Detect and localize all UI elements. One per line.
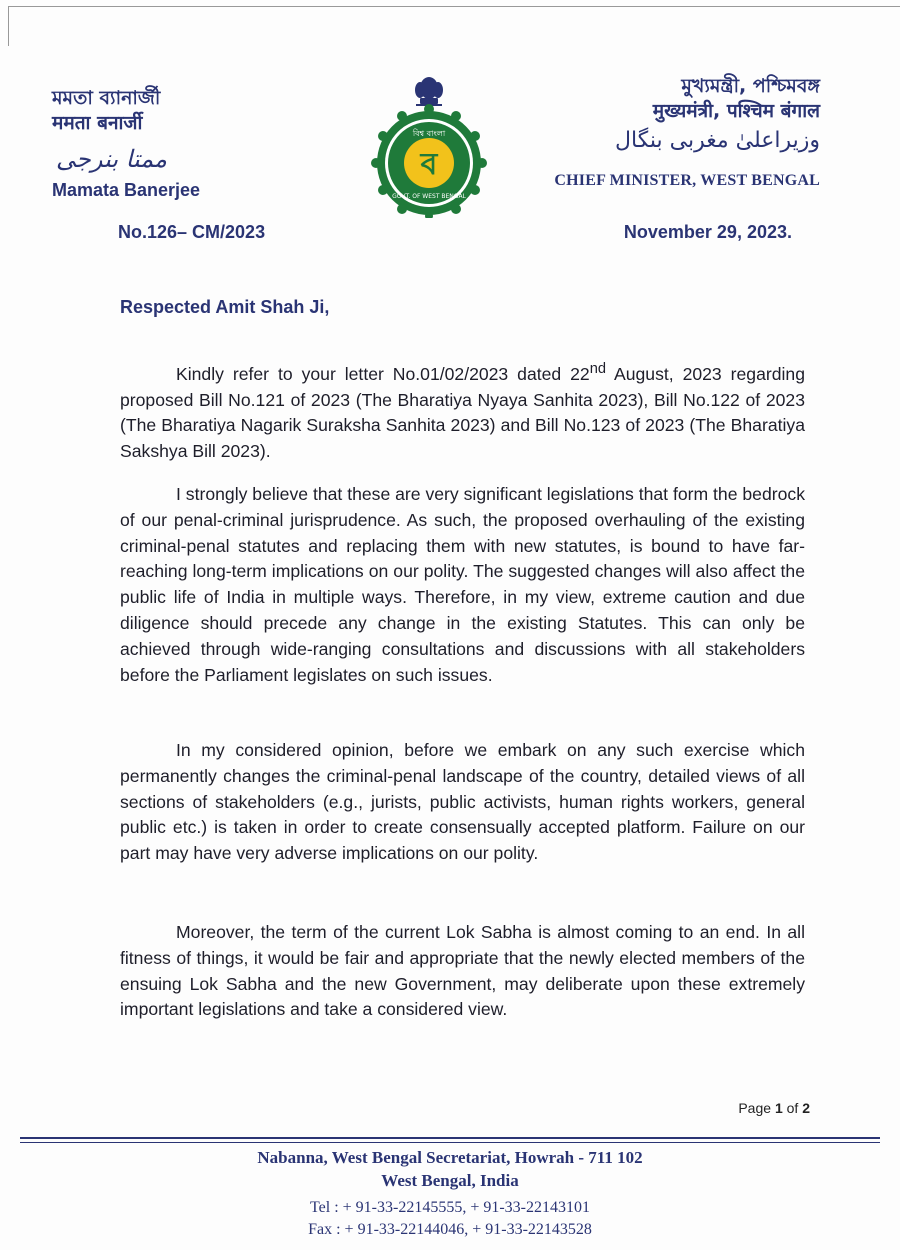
paragraph-1-superscript: nd bbox=[589, 361, 607, 377]
paragraph-1-text-a: Kindly refer to your letter No.01/02/2023 dated 22 bbox=[176, 363, 590, 384]
paragraph-1 bbox=[120, 357, 805, 465]
office-title-english: CHIEF MINISTER, WEST BENGAL bbox=[554, 172, 820, 189]
footer-address-line1: Nabanna, West Bengal Secretariat, Howrah - 711 102 bbox=[257, 1148, 643, 1167]
footer-divider-thin bbox=[20, 1142, 880, 1143]
office-title-urdu: وزیراعلیٰ مغربی بنگال bbox=[615, 128, 820, 153]
paragraph-2-text: I strongly believe that these are very significant legislations that form the bedrock of our penal-criminal jurisprudence. As such, the proposed overhauling of the existing criminal-penal statutes and replacing them with new statutes, is bound to have far-reaching long-term implications on our polity. The suggested changes will also affect the public life of India in multiple ways. Therefore, in my view, extreme caution and due diligence should precede any change in the existing Statutes. This can only be achieved through wide-ranging consultations and discussions with all stakeholders before the Parliament legislates on such issues. bbox=[120, 484, 805, 685]
page-number: Page 1 of 2 bbox=[738, 1100, 810, 1116]
footer-telephone: Tel : + 91-33-22145555, + 91-33-22143101 bbox=[309, 1199, 590, 1216]
sender-name-urdu: ممتا بنرجی bbox=[56, 145, 167, 173]
seal-icon bbox=[371, 104, 487, 218]
seal-text-bottom: GOVT. OF WEST BENGAL bbox=[392, 193, 466, 200]
footer-fax: Fax : + 91-33-22144046, + 91-33-22143528 bbox=[308, 1221, 592, 1238]
lion-capital-icon bbox=[415, 77, 443, 106]
left-border bbox=[8, 6, 9, 46]
sender-name-english: Mamata Banerjee bbox=[52, 180, 201, 200]
paragraph-4-text: Moreover, the term of the current Lok Sabha is almost coming to an end. In all fitness of things, it would be fair and appropriate that the newly elected members of the ensuing Lok Sabha and the new Government, may deliberate upon these extremely important legislations and take a considered view. bbox=[120, 922, 805, 1020]
paragraph-1-text-b: August, 2023 regarding proposed Bill No.121 of 2023 (The Bharatiya Nyaya Sanhita 2023), Bill No.122 of 2023 (The Bharatiya Nagarik Suraksha Sanhita 2023) and Bill No.123 of 2023 (The Bharatiya Sakshya Bill 2023). bbox=[120, 363, 805, 462]
paragraph-4 bbox=[120, 920, 805, 1023]
letter-date: November 29, 2023. bbox=[623, 222, 792, 242]
seal-text-top: বিশ্ব বাংলা bbox=[412, 129, 446, 138]
footer-divider bbox=[20, 1137, 880, 1139]
sender-name-block bbox=[52, 86, 200, 202]
footer-address bbox=[0, 1146, 900, 1241]
paragraph-3 bbox=[120, 738, 805, 867]
salutation: Respected Amit Shah Ji, bbox=[120, 297, 330, 317]
office-title-block bbox=[554, 74, 820, 190]
emblem-block bbox=[364, 68, 494, 218]
emblem-letter: ব bbox=[420, 147, 438, 182]
sender-name-hindi: ममता बनार्जी bbox=[52, 112, 143, 134]
office-title-hindi: मुख्यमंत्री, पश्चिम बंगाल bbox=[652, 100, 820, 122]
top-border bbox=[8, 6, 900, 7]
state-emblem-icon bbox=[364, 68, 494, 218]
footer-address-line2: West Bengal, India bbox=[381, 1171, 519, 1190]
paragraph-3-text: In my considered opinion, before we embark on any such exercise which permanently changes the criminal-penal landscape of the country, detailed views of all sections of stakeholders (e.g., jurists, public activists, human rights workers, general public etc.) is taken in order to create consensually accepted platform. Failure on our part may have very adverse implications on our polity. bbox=[120, 740, 805, 864]
office-title-bengali: মুখ্যমন্ত্রী, পশ্চিমবঙ্গ bbox=[681, 75, 820, 97]
paragraph-2 bbox=[120, 482, 805, 688]
sender-name-bengali: মমতা ব্যানার্জী bbox=[52, 87, 161, 109]
reference-number: No.126– CM/2023 bbox=[118, 222, 266, 242]
